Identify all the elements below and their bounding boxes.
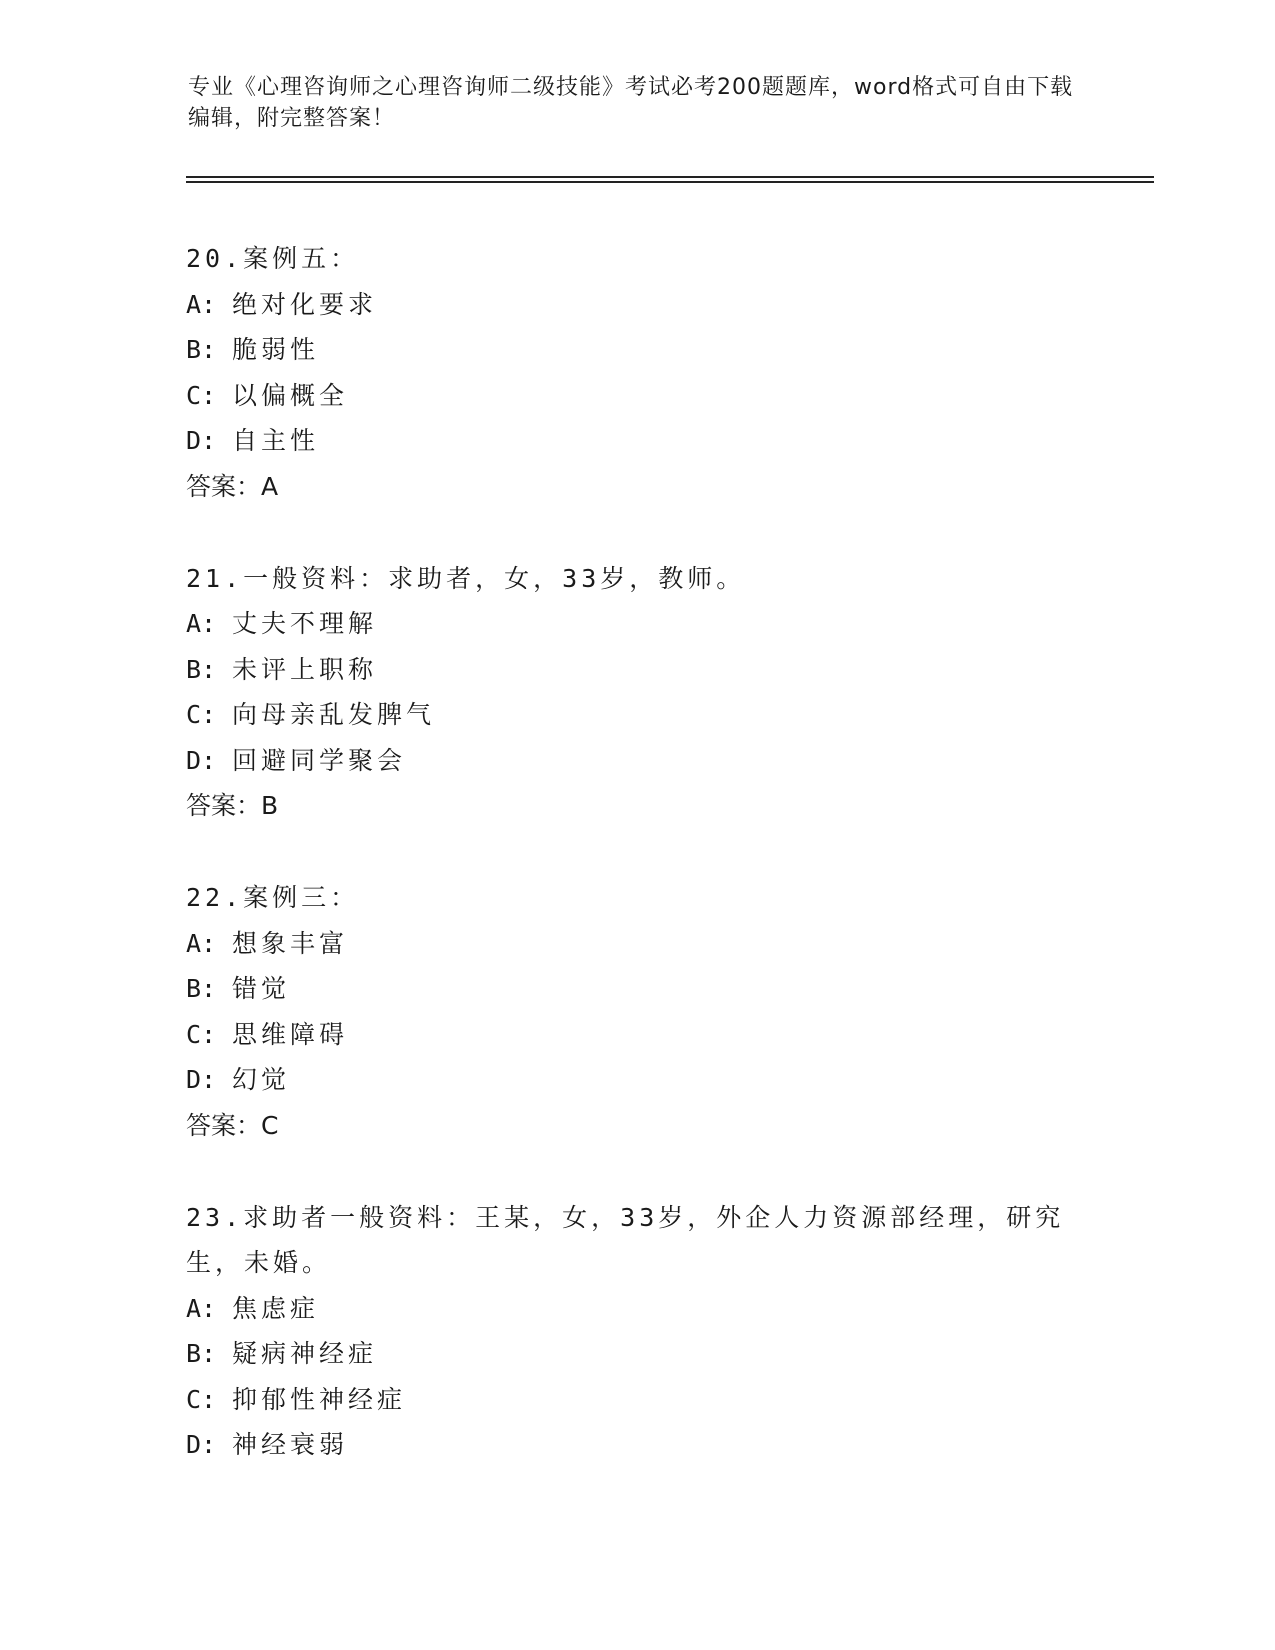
- answer-line: 答案：A: [186, 471, 279, 501]
- answer-line: 答案：B: [186, 791, 279, 820]
- option-text: 自主性: [232, 426, 320, 455]
- option-letter: A:: [186, 289, 217, 319]
- question-21: [186, 556, 1106, 829]
- option-text: 抑郁性神经症: [232, 1384, 407, 1414]
- option-letter: D:: [186, 1430, 217, 1459]
- option-a: [186, 601, 1106, 647]
- option-letter: B:: [186, 335, 217, 364]
- question-23: [186, 1195, 1106, 1468]
- document-header: 专业《心理咨询师之心理咨询师二级技能》考试必考200题题库，word格式可自由下载编辑，附完整答案！: [188, 75, 1074, 131]
- option-text: 焦虑症: [232, 1293, 320, 1323]
- option-b: [186, 1331, 1106, 1377]
- option-b: [186, 647, 1106, 693]
- option-text: 以偏概全: [232, 380, 349, 410]
- option-letter: D:: [186, 426, 217, 455]
- option-d: [186, 738, 1106, 784]
- option-letter: B:: [186, 974, 217, 1003]
- option-text: 脆弱性: [232, 335, 320, 364]
- option-b: [186, 966, 1106, 1012]
- question-22: [186, 875, 1106, 1148]
- option-letter: D:: [186, 745, 217, 775]
- option-letter: A:: [186, 1293, 217, 1323]
- option-letter: D:: [186, 1065, 217, 1094]
- question-20: [186, 236, 1106, 509]
- option-letter: C:: [186, 700, 217, 729]
- option-a: [186, 282, 1106, 328]
- option-text: 思维障碍: [232, 1019, 349, 1049]
- option-d: [186, 1422, 1106, 1468]
- option-text: 未评上职称: [232, 654, 378, 684]
- option-c: [186, 1377, 1106, 1423]
- option-b: [186, 327, 1106, 373]
- option-text: 丈夫不理解: [232, 609, 378, 638]
- option-letter: C:: [186, 1019, 217, 1049]
- question-stem: 21.一般资料：求助者，女，33岁，教师。: [186, 563, 746, 593]
- option-text: 神经衰弱: [232, 1430, 349, 1459]
- option-letter: A:: [186, 609, 217, 638]
- option-letter: A:: [186, 928, 217, 958]
- option-text: 错觉: [232, 974, 291, 1003]
- question-stem: 23.求助者一般资料：王某，女，33岁，外企人力资源部经理，研究生，未婚。: [186, 1202, 1065, 1277]
- question-stem: 20.案例五：: [186, 244, 360, 273]
- option-text: 回避同学聚会: [232, 745, 407, 775]
- option-text: 幻觉: [232, 1065, 291, 1094]
- question-stem: 22.案例三：: [186, 883, 360, 912]
- option-letter: B:: [186, 1339, 217, 1368]
- option-letter: C:: [186, 380, 217, 410]
- header-divider-top: [186, 176, 1154, 178]
- option-text: 想象丰富: [232, 928, 349, 958]
- question-list: [186, 236, 1106, 1515]
- option-d: [186, 418, 1106, 464]
- option-letter: B:: [186, 654, 217, 684]
- option-text: 绝对化要求: [232, 289, 378, 319]
- answer-line: 答案：C: [186, 1110, 279, 1140]
- option-a: [186, 921, 1106, 967]
- option-c: [186, 692, 1106, 738]
- option-text: 向母亲乱发脾气: [232, 700, 436, 729]
- option-c: [186, 1012, 1106, 1058]
- option-d: [186, 1057, 1106, 1103]
- option-letter: C:: [186, 1384, 217, 1414]
- option-text: 疑病神经症: [232, 1339, 378, 1368]
- header-divider-bottom: [186, 181, 1154, 183]
- option-a: [186, 1286, 1106, 1332]
- option-c: [186, 373, 1106, 419]
